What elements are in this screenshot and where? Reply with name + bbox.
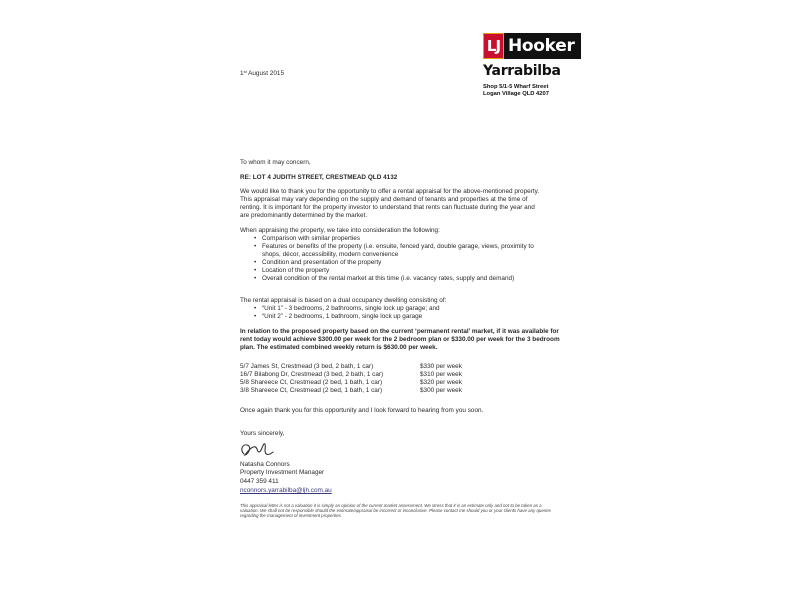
- date-rest: August 2015: [246, 70, 284, 77]
- rent-summary-line: In relation to the proposed property based on the current ‘permanent rental’ market, if it was available for: [240, 328, 559, 335]
- list-item: • Location of the property: [240, 267, 534, 275]
- salutation: To whom it may concern,: [240, 159, 311, 166]
- letter-date: [240, 68, 284, 78]
- branch-name: Yarrabilba: [483, 63, 561, 79]
- date-day: 1: [240, 70, 244, 77]
- consider-list: [240, 235, 534, 283]
- signature-image: [238, 438, 278, 460]
- logo-mark: [483, 33, 504, 59]
- comparable-address: 3/8 Shareece Ct, Crestmead (2 bed, 1 bath, 1 car): [240, 387, 383, 394]
- signer-title: Property Investment Manager: [240, 469, 325, 476]
- signer-name: Natasha Connors: [240, 461, 290, 468]
- address-line-2: Logan Village QLD 4207: [483, 91, 549, 97]
- signer-email-link[interactable]: nconnors.yarrabilba@ljh.com.au: [240, 487, 332, 494]
- rent-summary-line: plan. The estimated combined weekly return is $630.00 per week.: [240, 344, 438, 351]
- comparable-address: 16/7 Bilabong Dr, Crestmead (3 bed, 2 bath, 1 car): [240, 371, 384, 378]
- list-item: [240, 251, 534, 259]
- comparable-price: $320 per week: [420, 379, 462, 386]
- logo-wordmark: Hooker: [504, 33, 581, 59]
- date-suffix: st: [243, 69, 247, 74]
- signoff: Yours sincerely,: [240, 430, 285, 437]
- rent-summary-line: rent today would achieve $300.00 per week for the 2 bedroom plan or $330.00 per week for the 3 bedroom: [240, 336, 560, 343]
- address-line-1: Shop 5/1-5 Wharf Street: [483, 84, 549, 90]
- disclaimer-line: valuation. We shall not be responsible should the estimate/appraisal be incorrect or inconclusive. Please contact me should you or your clients have any queries: [240, 508, 551, 513]
- dual-intro: The rental appraisal is based on a dual occupancy dwelling consisting of:: [240, 297, 447, 304]
- disclaimer-line: regarding the management of investment properties.: [240, 513, 343, 518]
- list-item: • Overall condition of the rental market at this time (i.e. vacancy rates, supply and demand): [240, 275, 534, 283]
- dual-list: [240, 305, 440, 321]
- comparable-price: $310 per week: [420, 371, 462, 378]
- intro-line: are predominantly determined by the market.: [240, 212, 368, 219]
- comparable-address: 5/7 James St, Crestmead (3 bed, 2 bath, 1 car): [240, 363, 374, 370]
- comparable-price: $330 per week: [420, 363, 462, 370]
- re-line: RE: LOT 4 JUDITH STREET, CRESTMEAD QLD 4132: [240, 174, 398, 181]
- lj-hooker-logo: [483, 33, 581, 59]
- list-item: • Condition and presentation of the property: [240, 259, 534, 267]
- signer-phone: 0447 359 411: [240, 478, 279, 485]
- logo-mark-text: LJ: [486, 37, 501, 55]
- list-item: • Comparison with similar properties: [240, 235, 534, 243]
- list-item-continuation: shops, décor, accessibility, modern convenience: [262, 251, 399, 258]
- intro-line: This appraisal may vary depending on the supply and demand of tenants and properties at the time of: [240, 196, 528, 203]
- consider-intro: When appraising the property, we take into consideration the following:: [240, 227, 440, 234]
- comparable-price: $300 per week: [420, 387, 462, 394]
- list-item: • “Unit 1” - 3 bedrooms, 2 bathrooms, single lock up garage; and: [240, 305, 440, 313]
- comparable-address: 5/8 Shareece Ct, Crestmead (2 bed, 1 bath, 1 car): [240, 379, 383, 386]
- intro-line: renting. It is important for the property investor to understand that rents can fluctuate during the year and: [240, 204, 535, 211]
- list-item: • “Unit 2” - 2 bedrooms, 1 bathroom, single lock up garage: [240, 313, 440, 321]
- list-item: • Features or benefits of the property (i.e. ensuite, fenced yard, double garage, views, proximity to: [240, 243, 534, 251]
- closing-line: Once again thank you for this opportunity and I look forward to hearing from you soon.: [240, 407, 484, 414]
- intro-line: We would like to thank you for the opportunity to offer a rental appraisal for the above-mentioned property.: [240, 188, 540, 195]
- disclaimer-line: This appraisal letter is not a valuation it is simply an opinion of the current market assessment. We stress that it is an estimate only and not to be taken as a: [240, 503, 542, 508]
